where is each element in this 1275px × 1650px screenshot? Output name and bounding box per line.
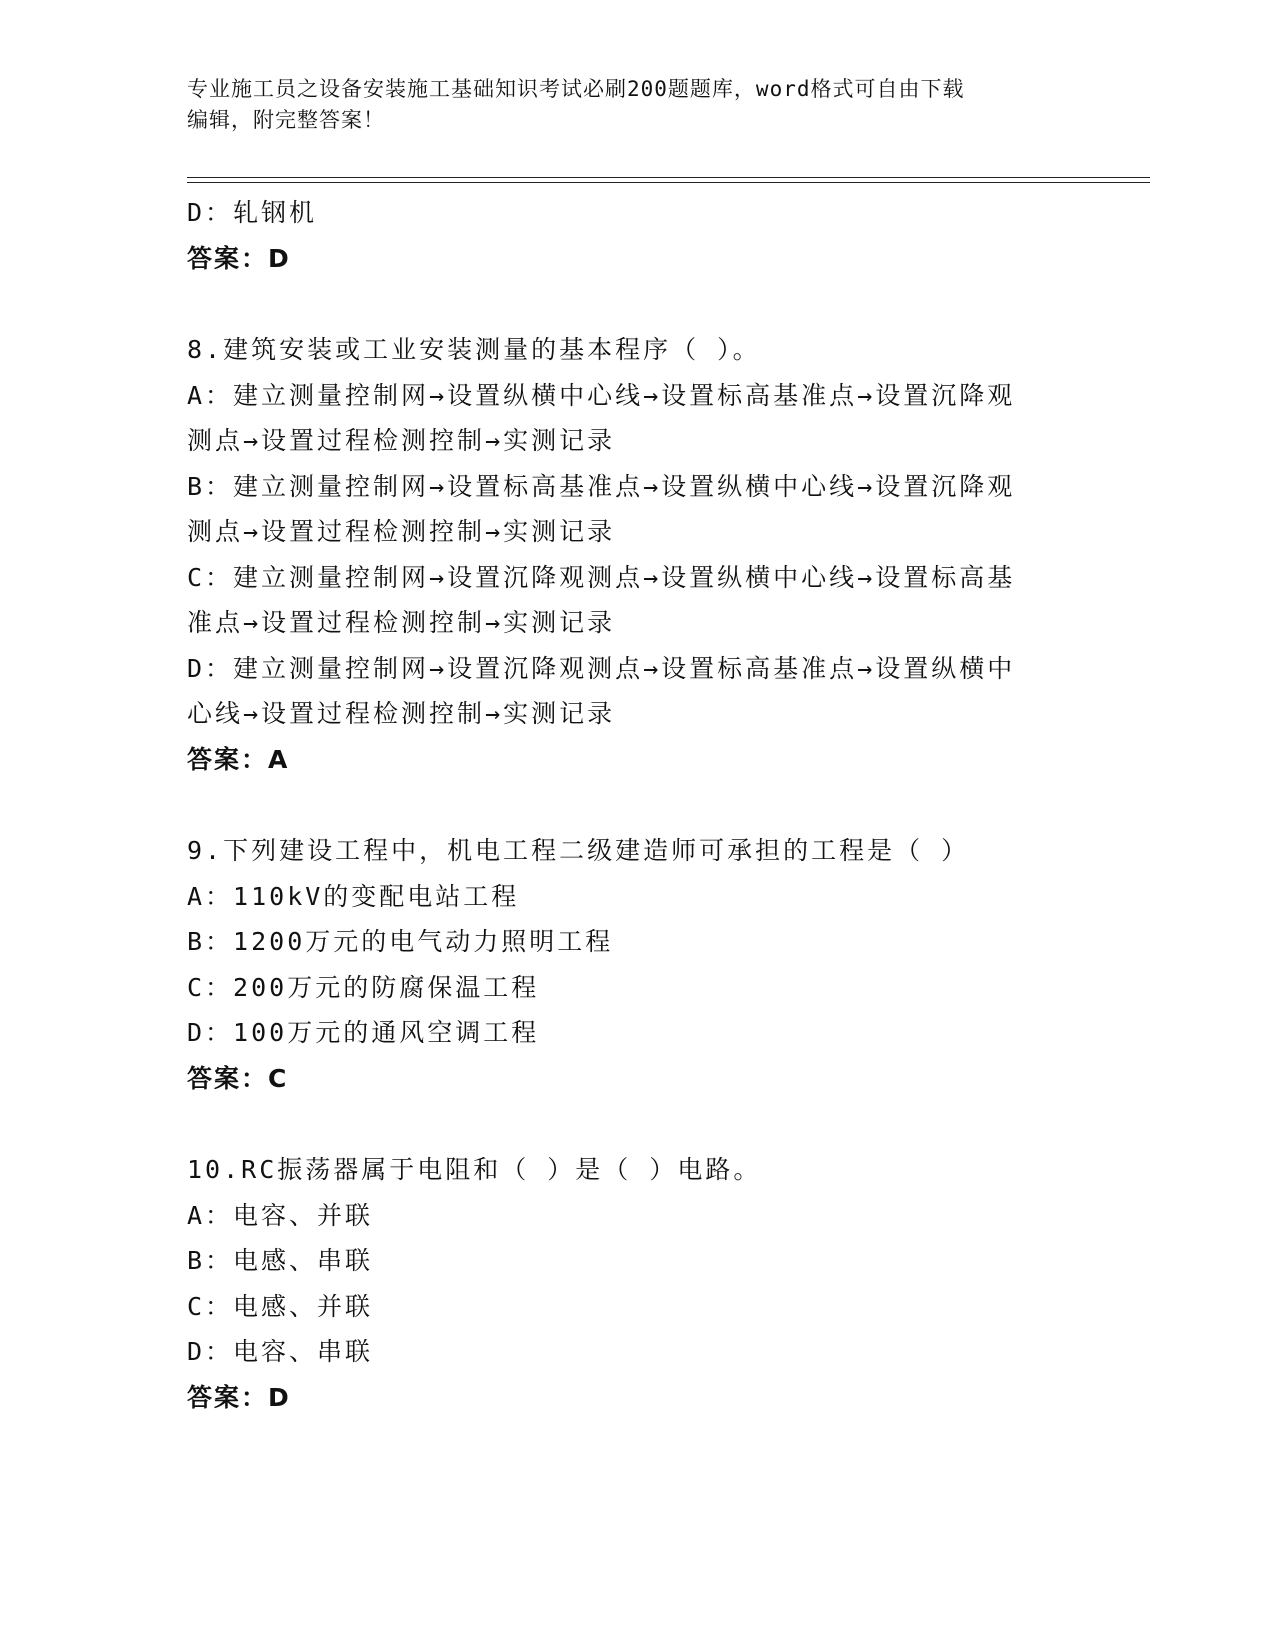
header-title-line-2: 编辑，附完整答案！ [187, 108, 385, 132]
answer-line: 答案：D [187, 243, 291, 273]
answer-line: 答案：D [187, 1382, 291, 1412]
option-d: D：电容、串联 [187, 1337, 374, 1366]
spacer [187, 782, 1087, 828]
option-c: C：建立测量控制网→设置沉降观测点→设置纵横中心线→设置标高基 [187, 562, 1016, 592]
question-content [187, 190, 1087, 1420]
option-a: A：建立测量控制网→设置纵横中心线→设置标高基准点→设置沉降观 [187, 380, 1016, 410]
spacer [187, 1101, 1087, 1147]
option-b: B：1200万元的电气动力照明工程 [187, 927, 614, 956]
option-b: B：电感、串联 [187, 1246, 374, 1275]
header-divider-bottom [187, 182, 1150, 183]
option-a: A：110kV的变配电站工程 [187, 881, 520, 911]
option-c: C：200万元的防腐保温工程 [187, 972, 540, 1002]
question-7-tail [187, 190, 1087, 281]
option-b: B：建立测量控制网→设置标高基准点→设置纵横中心线→设置沉降观 [187, 471, 1016, 501]
question-text: 9.下列建设工程中，机电工程二级建造师可承担的工程是（ ） [187, 836, 970, 865]
option-d: D：建立测量控制网→设置沉降观测点→设置标高基准点→设置纵横中 [187, 653, 1016, 683]
option-b-continued: 测点→设置过程检测控制→实测记录 [187, 517, 616, 546]
option-d: D：轧钢机 [187, 198, 318, 227]
option-d: D：100万元的通风空调工程 [187, 1018, 540, 1047]
question-text: 10.RC振荡器属于电阻和（ ）是（ ）电路。 [187, 1155, 762, 1184]
question-8 [187, 327, 1087, 782]
option-d-continued: 心线→设置过程检测控制→实测记录 [187, 699, 616, 728]
answer-line: 答案：A [187, 744, 290, 774]
header-title-line-1: 专业施工员之设备安装施工基础知识考试必刷200题题库，word格式可自由下载 [187, 77, 965, 101]
option-a-continued: 测点→设置过程检测控制→实测记录 [187, 426, 616, 455]
document-header [187, 74, 1087, 136]
option-a: A：电容、并联 [187, 1200, 374, 1230]
option-c: C：电感、并联 [187, 1291, 374, 1321]
question-text: 8.建筑安装或工业安装测量的基本程序（ ）。 [187, 335, 761, 364]
spacer [187, 281, 1087, 327]
answer-line: 答案：C [187, 1063, 289, 1093]
header-divider-top [187, 177, 1150, 178]
option-c-continued: 准点→设置过程检测控制→实测记录 [187, 608, 616, 637]
question-10 [187, 1147, 1087, 1420]
question-9 [187, 828, 1087, 1101]
